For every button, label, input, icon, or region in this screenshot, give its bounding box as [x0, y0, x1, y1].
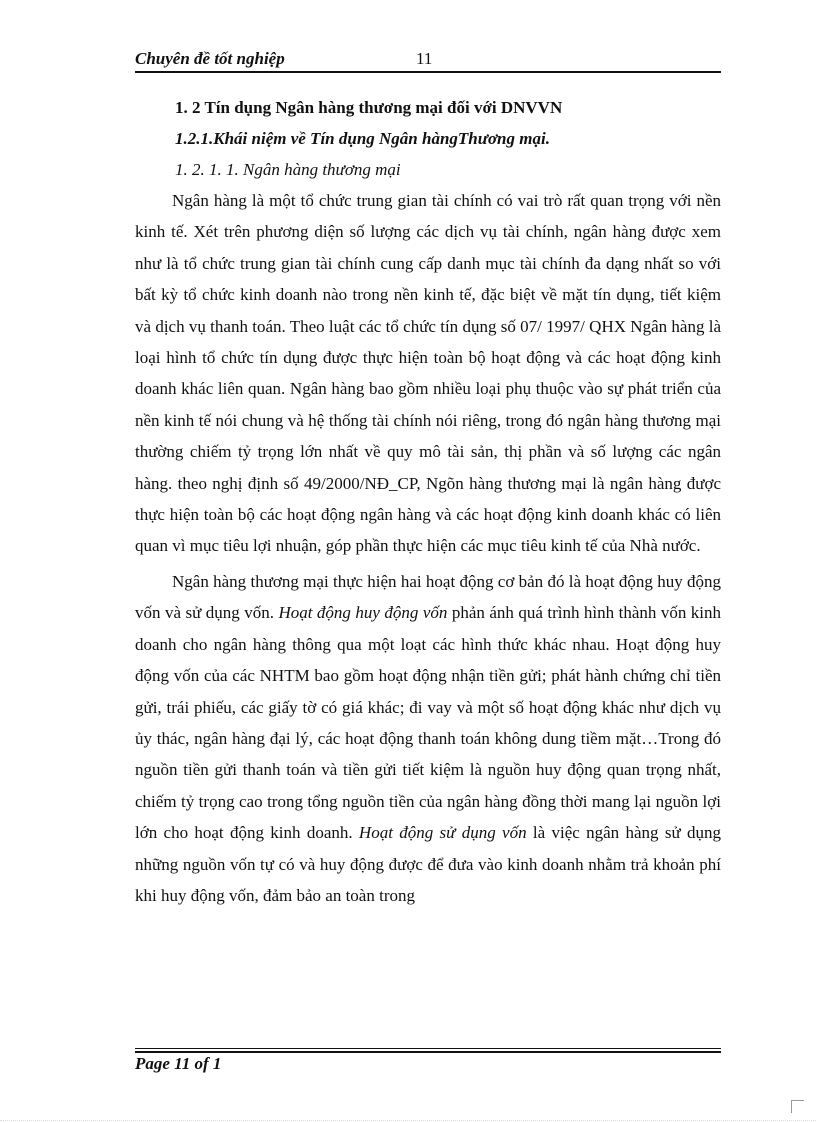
header-rule: [135, 71, 721, 73]
crop-mark: [791, 1100, 804, 1113]
footer-rule-thin: [135, 1048, 721, 1049]
emphasis-su-dung-von: Hoạt động sử dụng vốn: [358, 823, 527, 843]
header-title: Chuyên đề tốt nghiệp: [135, 49, 285, 68]
header-page-number: 11: [416, 49, 433, 68]
paragraph-2-part-c: là việc ngân hàng sử dụng những nguồn vốn tự có và huy động được để đưa vào kinh doanh nhằm trả khoản phí khi huy động vốn, đảm bảo an toàn trong: [135, 823, 721, 905]
paragraph-1: Ngân hàng là một tổ chức trung gian tài chính có vai trò rất quan trọng với nền kinh tế. Xét trên phương diện số lượng các dịch vụ tài chính, ngân hàng được xem như là tổ chức trung gian tài chính cung cấp danh mục tài chính đa dạng nhất so với bất kỳ tổ chức kinh doanh nào trong nền kinh tế, đặc biệt về mặt tín dụng, tiết kiệm và dịch vụ thanh toán. Theo luật các tổ chức tín dụng số 07/ 1997/ QHX Ngân hàng là loại hình tổ chức tín dụng được thực hiện toàn bộ hoạt động và các hoạt động kinh doanh khác liên quan. Ngân hàng bao gồm nhiều loại phụ thuộc vào sự phát triển của nền kinh tế nói chung và hệ thống tài chính nói riêng, trong đó ngân hàng thương mại thường chiếm tỷ trọng lớn nhất về quy mô tài sản, thị phần và số lượng các ngân hàng. theo nghị định số 49/2000/NĐ_CP, Ngõn hàng thương mại là ngân hàng được thực hiện toàn bộ các hoạt động ngân hàng và các hoạt động kinh doanh khác có liên quan vì mục tiêu lợi nhuận, góp phần thực hiện các mục tiêu kinh tế của Nhà nước.: [135, 191, 721, 556]
emphasis-huy-dong-von: Hoạt động huy động vốn: [278, 603, 448, 623]
page-edge-dots: [0, 1120, 816, 1121]
subsubsection-heading: 1. 2. 1. 1. Ngân hàng thương mại: [175, 160, 401, 179]
paragraph-2: [135, 566, 721, 911]
footer-page-label: Page 11 of 1: [135, 1054, 222, 1073]
paragraph-2-part-b: phản ánh quá trình hình thành vốn kinh doanh cho ngân hàng thông qua một loạt các hình thức khác nhau. Hoạt động huy động vốn của các NHTM bao gồm hoạt động nhận tiền gửi; phát hành chứng chỉ tiền gửi, trái phiếu, các giấy tờ có giá khác; đi vay và một số hoạt động khác như dịch vụ ủy thác, ngân hàng đại lý, các hoạt động thanh toán không dung tiềm mặt…Trong đó nguồn tiền gửi thanh toán và tiền gửi tiết kiệm là nguồn huy động quan trọng nhất, chiếm tỷ trọng cao trong tổng nguồn tiền của ngân hàng đồng thời mang lại nguồn lợi lớn cho hoạt động kinh doanh.: [135, 603, 722, 843]
subsection-heading: 1.2.1.Khái niệm về Tín dụng Ngân hàngThương mại.: [175, 129, 550, 148]
footer-rule-thick: [135, 1051, 721, 1053]
paragraph-2-part-a: Ngân hàng thương mại thực hiện hai hoạt động cơ bản đó là hoạt động huy động vốn và sử dụng vốn.: [135, 571, 721, 623]
section-heading: 1. 2 Tín dụng Ngân hàng thương mại đối với DNVVN: [175, 98, 563, 117]
document-body: [135, 92, 721, 911]
